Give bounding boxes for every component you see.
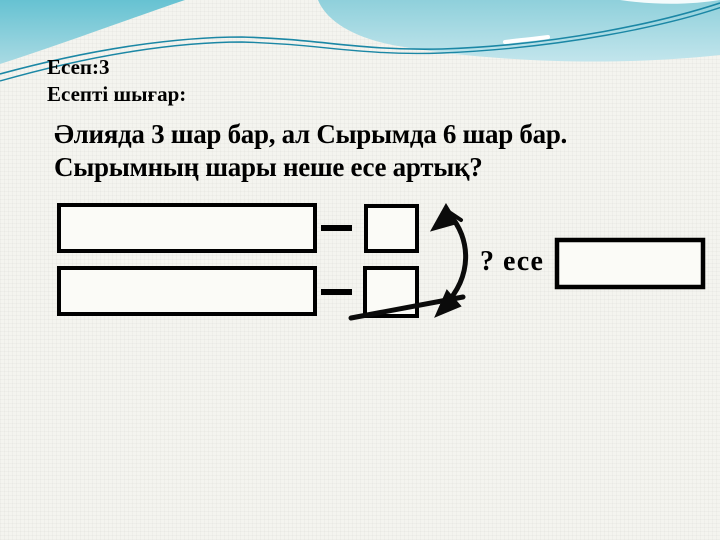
problem-line-1: Әлияда 3 шар бар, ал Сырымда 6 шар бар. bbox=[54, 119, 567, 149]
answer-box bbox=[557, 240, 703, 287]
bar-bottom bbox=[59, 268, 315, 314]
task-header bbox=[47, 54, 186, 108]
unit-box-top bbox=[366, 206, 417, 251]
task-number: Есеп:3 bbox=[47, 55, 110, 79]
bar-top bbox=[59, 205, 315, 251]
comparison-diagram bbox=[0, 185, 720, 345]
problem-line-2: Сырымның шары неше есе артық? bbox=[54, 152, 483, 182]
task-instruction: Есепті шығар: bbox=[47, 82, 187, 106]
problem-text bbox=[54, 118, 674, 184]
times-question-label: ? есе bbox=[480, 246, 544, 277]
